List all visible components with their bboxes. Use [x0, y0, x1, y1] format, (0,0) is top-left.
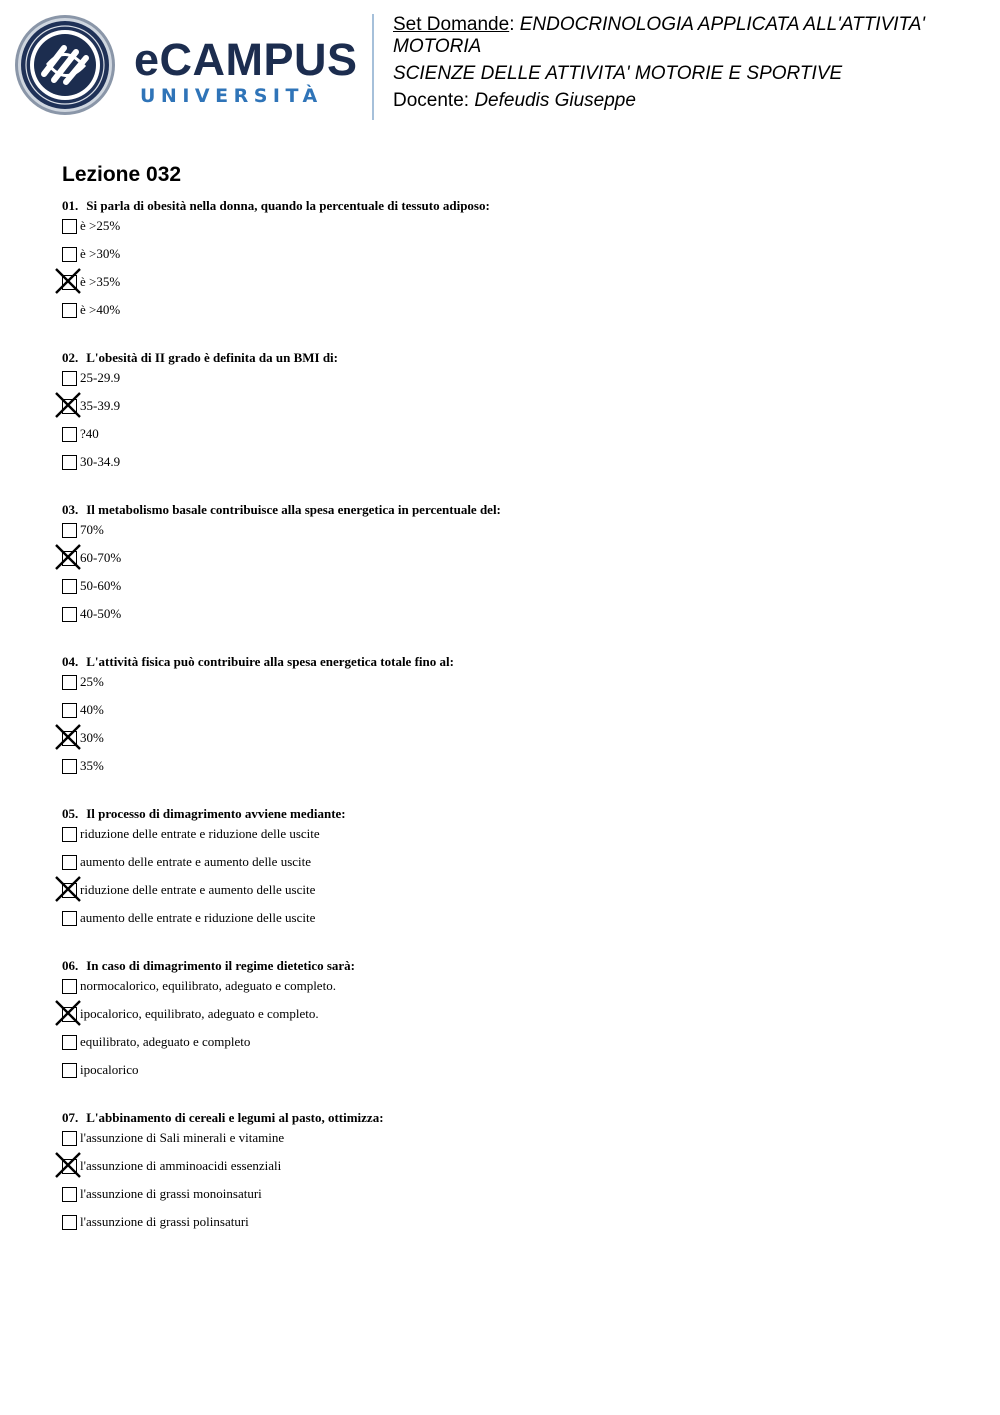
logo-wordmark-top: eCAMPUS: [134, 34, 358, 85]
question-label: In caso di dimagrimento il regime dietetico sarà:: [86, 958, 355, 973]
answer-label: riduzione delle entrate e riduzione delle uscite: [80, 826, 320, 841]
question-block: [62, 652, 962, 784]
answer-option[interactable]: [62, 216, 962, 244]
answer-label: 30%: [80, 730, 104, 745]
question-text: [62, 1108, 962, 1128]
answer-checkbox[interactable]: [62, 455, 77, 470]
answer-label: normocalorico, equilibrato, adeguato e completo.: [80, 978, 336, 993]
checked-x-icon: [55, 1152, 81, 1178]
answer-option[interactable]: [62, 824, 962, 852]
answer-label: 40-50%: [80, 606, 122, 621]
question-label: Si parla di obesità nella donna, quando la percentuale di tessuto adiposo:: [86, 198, 490, 213]
answer-option[interactable]: [62, 1060, 962, 1088]
answer-checkbox[interactable]: [62, 1215, 77, 1230]
question-block: [62, 956, 962, 1088]
answer-label: 35%: [80, 758, 104, 773]
question-block: [62, 348, 962, 480]
answer-label: ipocalorico, equilibrato, adeguato e completo.: [80, 1006, 319, 1021]
set-separator: :: [509, 14, 520, 35]
answer-checkbox[interactable]: [62, 1035, 77, 1050]
question-text: [62, 196, 962, 216]
answer-label: 25%: [80, 674, 104, 689]
answer-option[interactable]: [62, 700, 962, 728]
answer-checkbox[interactable]: [62, 911, 77, 926]
answer-label: l'assunzione di grassi polinsaturi: [80, 1214, 249, 1229]
answer-option[interactable]: [62, 880, 962, 908]
course-line: [393, 14, 983, 58]
question-number: 02.: [62, 350, 79, 365]
answer-option[interactable]: [62, 908, 962, 936]
answer-option[interactable]: [62, 396, 962, 424]
question-block: [62, 500, 962, 632]
answer-checkbox[interactable]: [62, 579, 77, 594]
answer-label: è >30%: [80, 246, 121, 261]
answer-checkbox[interactable]: [62, 607, 77, 622]
course-title: ENDOCRINOLOGIA APPLICATA ALL'ATTIVITA' MOTORIA: [393, 14, 926, 57]
answer-option[interactable]: [62, 368, 962, 396]
answer-checkbox[interactable]: [62, 247, 77, 262]
question-block: [62, 804, 962, 936]
checked-x-icon: [55, 724, 81, 750]
answer-option[interactable]: [62, 520, 962, 548]
answer-option[interactable]: [62, 300, 962, 328]
teacher-name: Defeudis Giuseppe: [474, 90, 636, 111]
answer-checkbox[interactable]: [62, 827, 77, 842]
answer-label: 50-60%: [80, 578, 122, 593]
answer-checkbox[interactable]: [62, 979, 77, 994]
lesson-title: Lezione 032: [62, 163, 182, 186]
answer-option[interactable]: [62, 452, 962, 480]
answer-option[interactable]: [62, 1156, 962, 1184]
answer-option[interactable]: [62, 852, 962, 880]
question-block: [62, 196, 962, 328]
answer-option[interactable]: [62, 1128, 962, 1156]
checked-x-icon: [55, 544, 81, 570]
question-number: 06.: [62, 958, 79, 973]
set-domande-label: Set Domande: [393, 14, 510, 35]
ecampus-logo: [14, 14, 358, 118]
question-text: [62, 956, 962, 976]
question-label: L'obesità di II grado è definita da un BMI di:: [86, 350, 338, 365]
logo-wordmark-bottom: UNIVERSITÀ: [140, 85, 323, 107]
answer-option[interactable]: [62, 424, 962, 452]
checked-x-icon: [55, 876, 81, 902]
question-number: 07.: [62, 1110, 79, 1125]
question-text: [62, 348, 962, 368]
logo-wordmark: [134, 34, 359, 107]
answer-checkbox[interactable]: [62, 371, 77, 386]
checked-x-icon: [55, 1000, 81, 1026]
answer-option[interactable]: [62, 1184, 962, 1212]
answer-checkbox[interactable]: [62, 427, 77, 442]
teacher-label: Docente:: [393, 90, 475, 111]
answer-option[interactable]: [62, 728, 962, 756]
answer-option[interactable]: [62, 1212, 962, 1240]
answer-checkbox[interactable]: [62, 1131, 77, 1146]
answer-option[interactable]: [62, 604, 962, 632]
answer-label: ipocalorico: [80, 1062, 139, 1077]
answer-label: equilibrato, adeguato e completo: [80, 1034, 251, 1049]
header-divider: [372, 14, 374, 120]
university-seal-icon: [14, 14, 116, 116]
answer-checkbox[interactable]: [62, 675, 77, 690]
answer-label: 35-39.9: [80, 398, 121, 413]
question-list: [62, 196, 962, 1260]
answer-label: l'assunzione di amminoacidi essenziali: [80, 1158, 282, 1173]
answer-label: è >35%: [80, 274, 121, 289]
answer-checkbox[interactable]: [62, 303, 77, 318]
question-number: 05.: [62, 806, 79, 821]
answer-label: l'assunzione di grassi monoinsaturi: [80, 1186, 262, 1201]
answer-label: 25-29.9: [80, 370, 121, 385]
answer-label: 60-70%: [80, 550, 122, 565]
answer-checkbox[interactable]: [62, 1187, 77, 1202]
answer-label: aumento delle entrate e riduzione delle uscite: [80, 910, 316, 925]
question-number: 04.: [62, 654, 79, 669]
question-block: [62, 1108, 962, 1240]
question-text: [62, 652, 962, 672]
answer-label: 40%: [80, 702, 104, 717]
answer-checkbox[interactable]: [62, 855, 77, 870]
answer-label: 70%: [80, 522, 104, 537]
answer-label: 30-34.9: [80, 454, 121, 469]
answer-option[interactable]: [62, 548, 962, 576]
degree-name: SCIENZE DELLE ATTIVITA' MOTORIE E SPORTIVE: [393, 63, 843, 84]
answer-checkbox[interactable]: [62, 219, 77, 234]
question-number: 01.: [62, 198, 79, 213]
answer-option[interactable]: [62, 756, 962, 784]
answer-option[interactable]: [62, 576, 962, 604]
question-text: [62, 804, 962, 824]
question-label: Il metabolismo basale contribuisce alla spesa energetica in percentuale del:: [86, 502, 501, 517]
answer-label: aumento delle entrate e aumento delle uscite: [80, 854, 312, 869]
answer-option[interactable]: [62, 1004, 962, 1032]
checked-x-icon: [55, 268, 81, 294]
answer-checkbox[interactable]: [62, 523, 77, 538]
question-label: L'attività fisica può contribuire alla spesa energetica totale fino al:: [86, 654, 454, 669]
answer-label: è >25%: [80, 218, 121, 233]
answer-checkbox[interactable]: [62, 1063, 77, 1078]
page-header: [0, 0, 1000, 125]
checked-x-icon: [55, 392, 81, 418]
header-info: [393, 14, 983, 112]
answer-option[interactable]: [62, 976, 962, 1004]
question-number: 03.: [62, 502, 79, 517]
answer-option[interactable]: [62, 1032, 962, 1060]
question-label: Il processo di dimagrimento avviene mediante:: [86, 806, 346, 821]
answer-checkbox[interactable]: [62, 703, 77, 718]
answer-checkbox[interactable]: [62, 759, 77, 774]
answer-label: è >40%: [80, 302, 121, 317]
answer-label: riduzione delle entrate e aumento delle uscite: [80, 882, 316, 897]
question-label: L'abbinamento di cereali e legumi al pasto, ottimizza:: [86, 1110, 384, 1125]
answer-option[interactable]: [62, 672, 962, 700]
teacher-line: [393, 90, 983, 112]
answer-option[interactable]: [62, 244, 962, 272]
answer-label: l'assunzione di Sali minerali e vitamine: [80, 1130, 285, 1145]
answer-option[interactable]: [62, 272, 962, 300]
answer-label: ?40: [80, 426, 99, 441]
question-text: [62, 500, 962, 520]
